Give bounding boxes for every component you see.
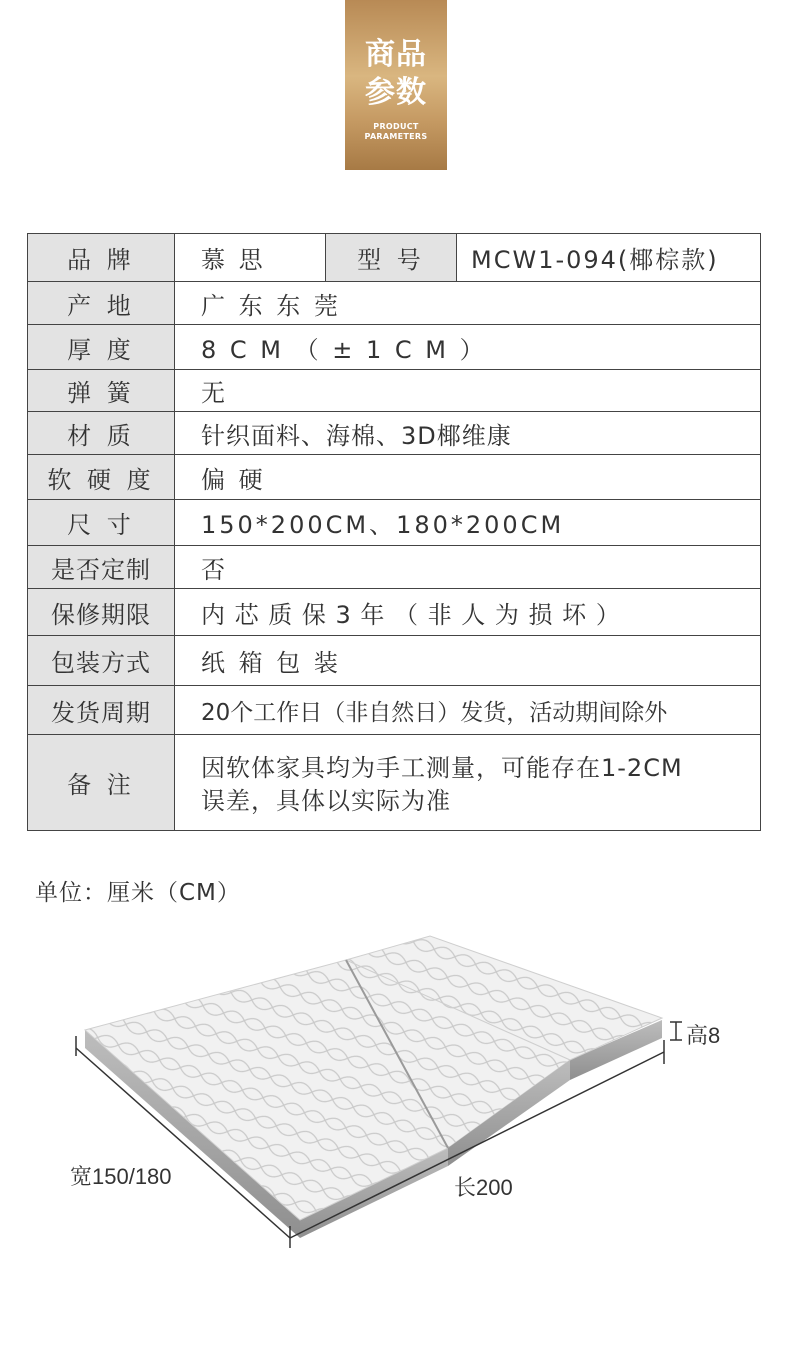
product-parameters-badge — [345, 0, 447, 170]
table-row — [28, 546, 761, 589]
table-row — [28, 455, 761, 500]
badge-title — [345, 0, 447, 112]
param-label: 保修期限 — [28, 589, 175, 636]
param-value: MCW1-094(椰棕款) — [457, 234, 761, 282]
param-label: 品 牌 — [28, 234, 175, 282]
width-dimension-label: 宽150/180 — [70, 1164, 172, 1189]
badge-title-line1: 商品 — [365, 37, 427, 72]
height-dimension-label: 高8 — [686, 1023, 721, 1048]
table-row — [28, 234, 761, 282]
table-row — [28, 412, 761, 455]
table-row — [28, 370, 761, 412]
param-value: 针织面料、海棉、3D椰维康 — [175, 412, 761, 455]
param-label: 软 硬 度 — [28, 455, 175, 500]
table-row — [28, 686, 761, 735]
badge-subtitle-line2: PARAMETERS — [364, 132, 428, 141]
table-row — [28, 636, 761, 686]
param-value: 慕 思 — [175, 234, 326, 282]
note-line: 因软体家具均为手工测量，可能存在1-2CM — [201, 753, 683, 782]
param-label: 厚 度 — [28, 325, 175, 370]
param-label: 产 地 — [28, 282, 175, 325]
param-value: 20个工作日（非自然日）发货，活动期间除外 — [175, 686, 761, 735]
badge-subtitle-line1: PRODUCT — [373, 122, 419, 131]
note-line: 误差，具体以实际为准 — [201, 786, 451, 815]
badge-subtitle — [345, 122, 447, 142]
param-value: 纸 箱 包 装 — [175, 636, 761, 686]
table-row — [28, 282, 761, 325]
param-label: 材 质 — [28, 412, 175, 455]
param-label: 包装方式 — [28, 636, 175, 686]
table-row — [28, 735, 761, 831]
param-value: 否 — [175, 546, 761, 589]
param-label: 备 注 — [28, 735, 175, 831]
param-value: 无 — [175, 370, 761, 412]
param-note — [175, 735, 761, 831]
param-label: 是否定制 — [28, 546, 175, 589]
table-row — [28, 589, 761, 636]
mattress-illustration — [0, 920, 790, 1280]
unit-label: 单位：厘米（CM） — [35, 880, 241, 906]
param-value: 内 芯 质 保 3 年 （ 非 人 为 损 坏 ） — [175, 589, 761, 636]
param-label: 型 号 — [326, 234, 457, 282]
table-row — [28, 325, 761, 370]
param-value: 8 C M （ ± 1 C M ） — [175, 325, 761, 370]
param-value: 偏 硬 — [175, 455, 761, 500]
badge-title-line2: 参数 — [365, 75, 427, 110]
param-value: 广 东 东 莞 — [175, 282, 761, 325]
param-label: 尺 寸 — [28, 500, 175, 546]
param-value: 150*200CM、180*200CM — [175, 500, 761, 546]
param-label: 发货周期 — [28, 686, 175, 735]
table-row — [28, 500, 761, 546]
length-dimension-label: 长200 — [454, 1175, 513, 1200]
param-label: 弹 簧 — [28, 370, 175, 412]
parameter-table — [27, 233, 761, 831]
